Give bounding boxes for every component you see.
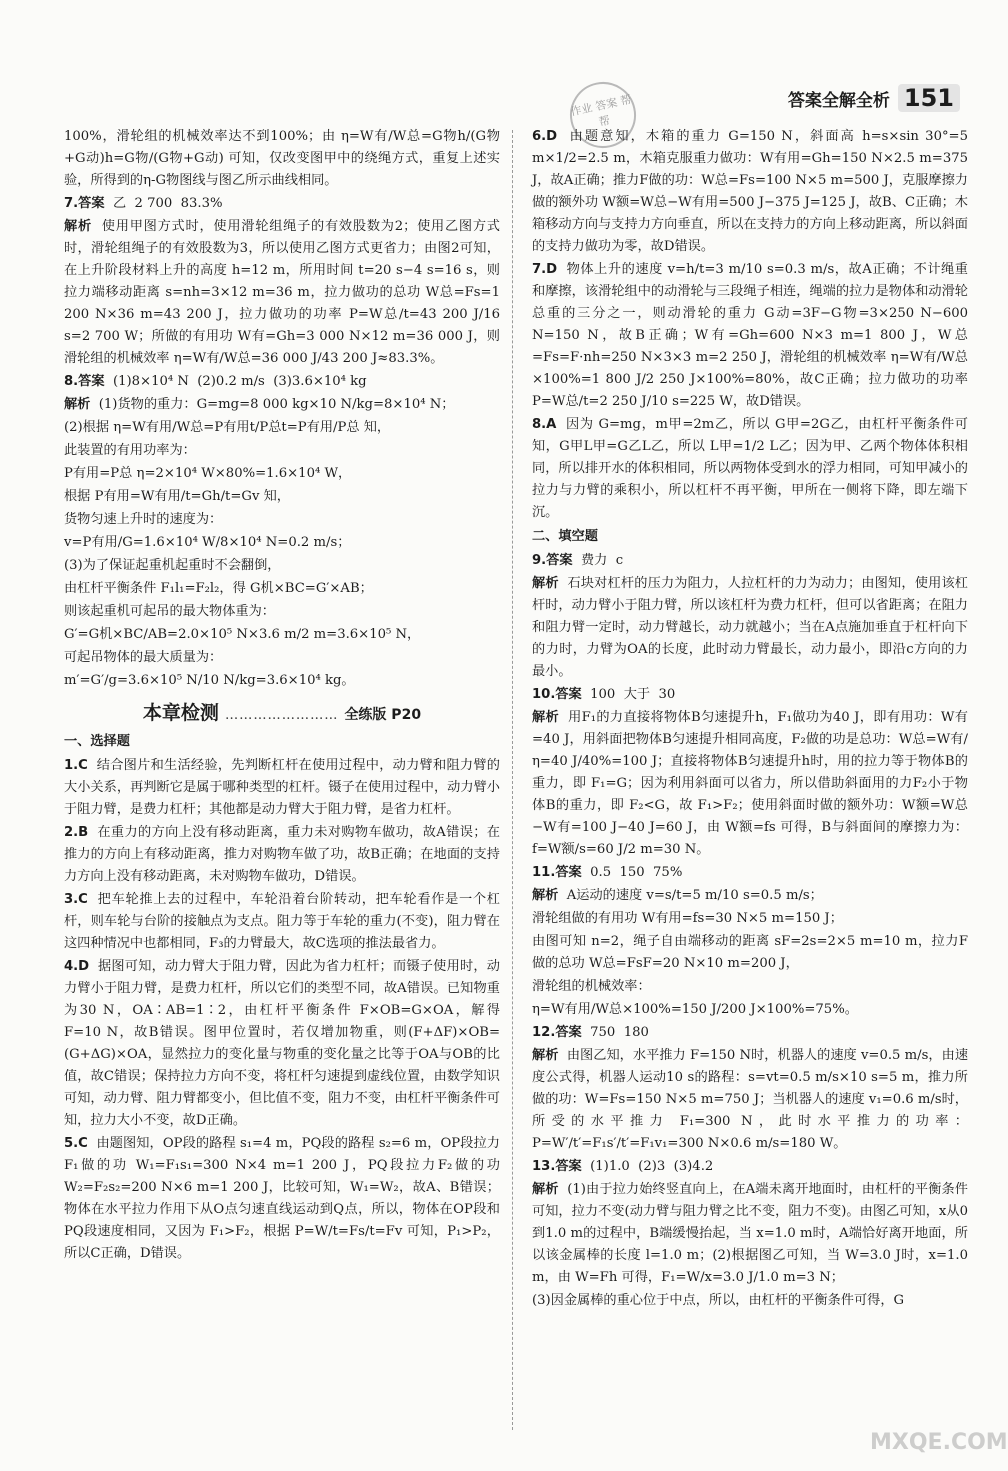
text-line: 7.D 物体上升的速度 v=h/t=3 m/10 s=0.3 m/s，故A正确；不计绳重和摩擦，该滑轮组中的动滑轮与三段绳子相连，绳端的拉力是物体和动滑轮总重的三分之一，则动滑轮的重力 G动=3F−G物=3×250 N−600 N=150 N，故B正确；W有=Gh=600 N×3 m=1 800 J，W总=Fs=F·nh=250 N×3×3 m=2 250 J，滑轮组的机械效率 η=W有/W总×100%=1 800 J/2 250 J×100%=80%，故C正确；拉力做功的功率 P=W总/t=2 250 J/10 s=225 W，故D错误。	[532, 262, 973, 409]
text-line: 11.答案 0.5 150 75%	[532, 865, 683, 880]
text-line: 1.C 结合图片和生活经验，先判断杠杆在使用过程中，动力臂和阻力臂的大小关系，再判断它是属于哪种类型的杠杆。镊子在使用过程中，动力臂小于阻力臂，是费力杠杆；其他都是动力臂大于阻力臂，是省力杠杆。	[64, 758, 500, 817]
text-line: η=W有用/W总×100%=150 J/200 J×100%=75%。	[532, 1002, 858, 1017]
text-line: G′=G机×BC/AB=2.0×10⁵ N×3.6 m/2 m=3.6×10⁵ N，	[64, 627, 421, 642]
stamp-text: 作业 答案 帮帮	[569, 92, 633, 129]
text-line: P有用=P总 η=2×10⁴ W×80%=1.6×10⁴ W，	[64, 466, 352, 481]
text-line: 解析 使用甲图方式时，使用滑轮组绳子的有效股数为2；使用乙图方式时，滑轮组绳子的有效股数为3，所以使用乙图方式更省力；由图2可知，在上升阶段材料上升的高度 h=12 m，所用时间 t=20 s−4 s=16 s，则拉力端移动距离 s=nh=3×12 m=36 m，拉力做功的总功 W总=Fs=1 200 N×36 m=43 200 J，拉力做功的功率 P=W总/t=43 200 J/16 s=2 700 W；所做的有用功 W有=Gh=3 000 N×12 m=36 000 J，则滑轮组的机械效率 η=W有/W总=36 000 J/43 200 J≈83.3%。	[64, 219, 505, 366]
text-line: 8.A 因为 G=mg，m甲=2m乙，所以 G甲=2G乙，由杠杆平衡条件可知，G甲L甲=G乙L乙，所以 L甲=1/2 L乙；因为甲、乙两个物体体积相同，所以排开水的体积相同，所以两物体受到水的浮力相同，可知甲减小的拉力与力臂的乘积小，所以杠杆不再平衡，甲所在一侧将下降，即左端下沉。	[532, 417, 968, 520]
text-line: 4.D 据图可知，动力臂大于阻力臂，因此为省力杠杆；而镊子使用时，动力臂小于阻力臂，是费力杠杆，所以它们的类型不同，故A错误。已知物重为30 N，OA∶AB=1∶2，由杠杆平衡条件 F×OB=G×OA，解得 F=10 N，故B错误。图甲位置时，若仅增加物重，则(F+ΔF)×OB=(G+ΔG)×OA，显然拉力的变化量与物重的变化量之比等于OA与OB的比值，故C错误；保持拉力方向不变，将杠杆匀速提到虚线位置，由数学知识可知，动力臂、阻力臂都变小，但比值不变，阻力不变，由杠杆平衡条件可知，拉力大小不变，故D正确。	[64, 959, 505, 1128]
text-line: 100%，滑轮组的机械效率达不到100%；由 η=W有/W总=G物h/(G物+G动)h=G物/(G物+G动) 可知，仅改变图甲中的绕绳方式，重复上述实验，所得到的η-G物图线与图乙所示曲线相同。	[64, 129, 500, 188]
text-line: 货物匀速上升时的速度为：	[64, 512, 223, 527]
text-line: v=P有用/G=1.6×10⁴ W/8×10⁴ N=0.2 m/s；	[64, 535, 351, 550]
text-line: (2)根据 η=W有用/W总=P有用t/P总t=P有用/P总 知，	[64, 420, 391, 435]
text-line: 滑轮组的机械效率：	[532, 979, 651, 994]
text-line: 由图可知 n=2，绳子自由端移动的距离 sF=2s=2×5 m=10 m，拉力F做的总功 W总=FsF=20 N×10 m=200 J，	[532, 934, 968, 971]
left-column	[64, 126, 505, 1446]
left-text-block-2	[64, 731, 505, 1265]
left-text-block	[64, 126, 505, 692]
section-title: 本章检测	[142, 702, 219, 724]
text-line: 12.答案 750 180	[532, 1025, 649, 1040]
right-text-block	[532, 126, 973, 1312]
text-line: 解析 (1)由于拉力始终竖直向上，在A端未离开地面时，由杠杆的平衡条件可知，拉力不变(动力臂与阻力臂之比不变，阻力不变)。由图乙可知，x从0到1.0 m的过程中，B端缓慢抬起，当 x=1.0 m时，A端恰好离开地面，所以该金属棒的长度 l=1.0 m；(2)根据图乙可知，当 W=3.0 J时，x=1.0 m，由 W=Fh 可得，F₁=W/x=3.0 J/1.0 m=3 N；	[532, 1182, 973, 1285]
watermark: MXQE.COM	[870, 1430, 1008, 1455]
section-dots: ……………………	[224, 708, 339, 723]
text-line: (3)因金属棒的重心位于中点，所以，由杠杆的平衡条件可得，G	[532, 1293, 905, 1308]
header-title: 答案全解全析	[787, 90, 890, 111]
text-line: 滑轮组做的有用功 W有用=fs=30 N×5 m=150 J；	[532, 911, 843, 926]
column-divider	[512, 130, 513, 1430]
right-column	[532, 126, 973, 1446]
page-number: 151	[898, 84, 960, 112]
text-line: 7.答案 乙 2 700 83.3%	[64, 196, 223, 211]
text-line: 解析 由图乙知，水平推力 F=150 N时，机器人的速度 v=0.5 m/s，由速度公式得，机器人运动10 s的路程：s=vt=0.5 m/s×10 s=5 m，推力所做的功：W=Fs=150 N×5 m=750 J；当机器人的速度 v₁=0.6 m/s时，所受的水平推力 F₁=300 N，此时水平推力的功率：P=W′/t′=F₁s′/t′=F₁v₁=300 N×0.6 m/s=180 W。	[532, 1048, 969, 1151]
text-line: 根据 P有用=W有用/t=Gh/t=Gv 知，	[64, 489, 290, 504]
text-line: 则该起重机可起吊的最大物体重为：	[64, 604, 275, 619]
text-line: 此装置的有用功率为：	[64, 443, 196, 458]
section-reference: 全练版 P20	[344, 707, 422, 723]
text-line: 二、填空题	[532, 529, 598, 544]
text-line: 一、选择题	[64, 734, 130, 749]
text-line: 解析 A运动的速度 v=s/t=5 m/10 s=0.5 m/s；	[532, 888, 823, 903]
text-line: 解析 用F₁的力直接将物体B匀速提升h，F₁做功为40 J，即有用功：W有=40 J，用斜面把物体B匀速提升相同高度，F₂做的功是总功：W总=W有/η=40 J/40%=100 J；直接将物体B匀速提升h时，用的拉力等于物体B的重力，即 F₁=G；因为利用斜面可以省力，所以借助斜面用的力F₂小于物体B的重力，即 F₂<G，故 F₁>F₂；使用斜面时做的额外功：W额=W总−W有=100 J−40 J=60 J，由 W额=fs 可得，B与斜面间的摩擦力为：f=W额/s=60 J/2 m=30 N。	[532, 710, 968, 857]
text-line: 可起吊物体的最大质量为：	[64, 650, 223, 665]
text-line: 解析 石块对杠杆的压力为阻力，人拉杠杆的力为动力；由图知，使用该杠杆时，动力臂小于阻力臂，所以该杠杆为费力杠杆，但可以省距离；在阻力和阻力臂一定时，动力臂越长，动力就越小；当在A点施加垂直于杠杆向下的力时，力臂为OA的长度，此时动力臂最长，动力最小，即沿c方向的力最小。	[532, 576, 968, 679]
section-heading	[64, 702, 500, 727]
text-line: 6.D 由题意知，木箱的重力 G=150 N，斜面高 h=s×sin 30°=5 m×1/2=2.5 m，木箱克服重力做功：W有用=Gh=150 N×2.5 m=375 J，故A正确；推力F做的功：W总=Fs=100 N×5 m=500 J，克服摩擦力做的额外功 W额=W总−W有用=500 J−375 J=125 J，故B、C正确；木箱移动方向与支持力方向垂直，所以在支持力的方向上移动距离，所以斜面的支持力做功为零，故D错误。	[532, 129, 973, 254]
text-line: (3)为了保证起重机起重时不会翻倒，	[64, 558, 281, 573]
text-line: 10.答案 100 大于 30	[532, 687, 676, 702]
text-line: 解析 (1)货物的重力：G=mg=8 000 kg×10 N/kg=8×10⁴ N；	[64, 397, 455, 412]
text-line: 3.C 把车轮推上去的过程中，车轮沿着台阶转动，把车轮看作是一个杠杆，则车轮与台阶的接触点为支点。阻力等于车轮的重力(不变)，阻力臂在这四种情况中也都相同，F₃的力臂最大，故C选项的推法最省力。	[64, 892, 500, 951]
text-line: 13.答案 (1)1.0 (2)3 (3)4.2	[532, 1159, 714, 1174]
text-line: 2.B 在重力的方向上没有移动距离，重力未对购物车做功，故A错误；在推力的方向上有移动距离，推力对购物车做了功，故B正确；在地面的支持力方向上没有移动距离，未对购物车做功，D错误。	[64, 825, 500, 884]
text-line: m′=G′/g=3.6×10⁵ N/10 N/kg=3.6×10⁴ kg。	[64, 673, 355, 688]
text-line: 5.C 由题图知，OP段的路程 s₁=4 m，PQ段的路程 s₂=6 m，OP段拉力F₁做的功 W₁=F₁s₁=300 N×4 m=1 200 J，PQ段拉力F₂做的功 W₂=F₂s₂=200 N×6 m=1 200 J，比较可知，W₁=W₂，故A、B错误；物体在水平拉力作用下从O点匀速直线运动到Q点，所以，物体在OP段和PQ段速度相同，又因为 F₁>F₂，根据 P=W/t=Fs/t=Fv 可知，P₁>P₂，所以C正确，D错误。	[64, 1136, 505, 1261]
text-line: 9.答案 费力 c	[532, 553, 624, 568]
page-header	[788, 84, 960, 112]
text-line: 8.答案 (1)8×10⁴ N (2)0.2 m/s (3)3.6×10⁴ kg	[64, 374, 367, 389]
text-line: 由杠杆平衡条件 F₁l₁=F₂l₂，得 G机×BC=G′×AB；	[64, 581, 373, 596]
